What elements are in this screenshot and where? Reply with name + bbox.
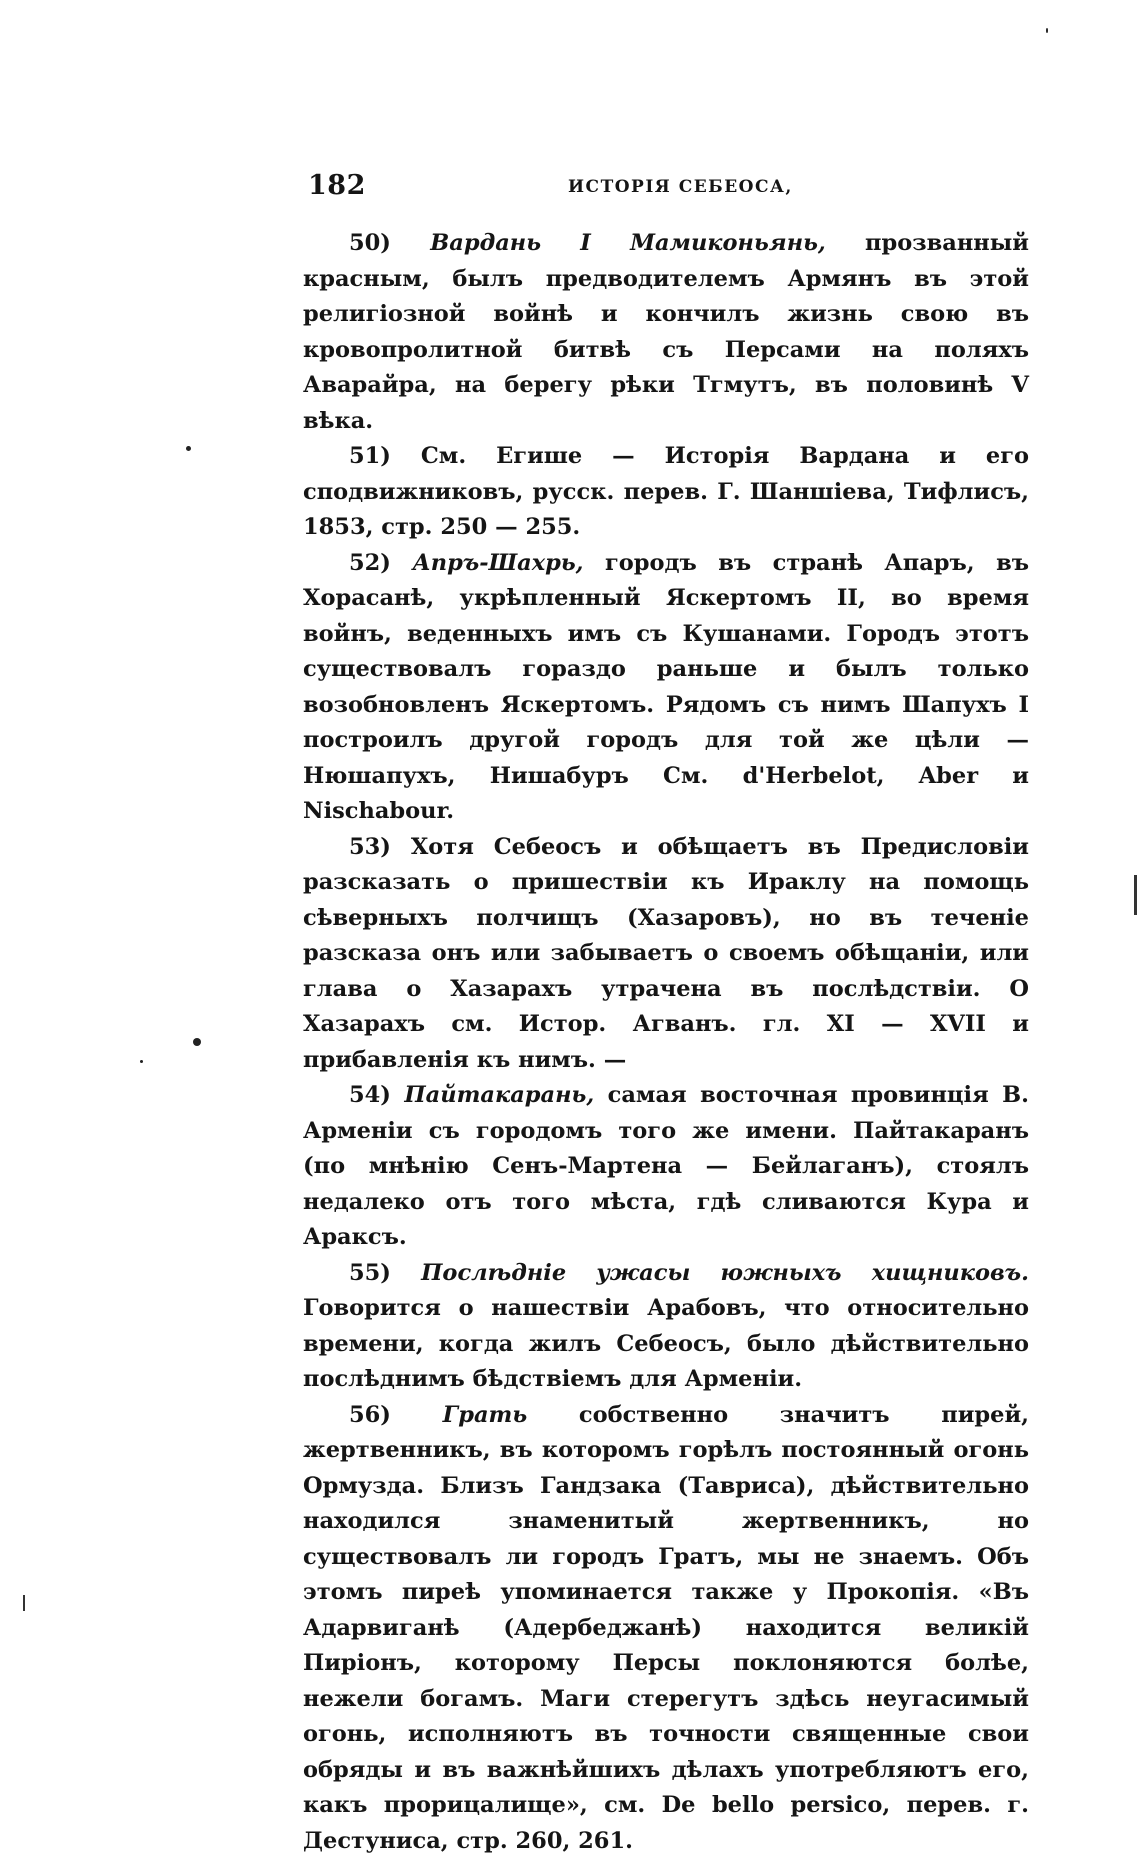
note-52 [303, 546, 1029, 830]
note-term: Апръ-Шахрь, [412, 550, 583, 576]
scan-speck [186, 446, 191, 451]
note-number: 53) [349, 834, 391, 860]
note-number: 55) [349, 1260, 391, 1286]
note-number: 54) [349, 1082, 391, 1108]
note-text: собственно значитъ пирей, жертвенникъ, въ которомъ горѣлъ постоянный огонь Ормузда. Близъ Гандзака (Тавриса), дѣйствительно находился знаменитый жертвенникъ, но существовалъ ли городъ Гратъ, мы не знаемъ. Объ этомъ пиреѣ упоминается также у Прокопія. «Въ Адарвиганѣ (Адербеджанѣ) находится великій Пиріонъ, которому Персы поклоняются болѣе, нежели богамъ. Маги стерегутъ здѣсь неугасимый огонь, исполняютъ въ точности священные свои обряды и въ важнѣйшихъ дѣлахъ употребляютъ его, какъ прорицалище», см. De bello persico, перев. г. Дестуниса, стр. 260, 261. [303, 1402, 1029, 1854]
scan-speck [193, 1038, 201, 1046]
scan-speck [1046, 28, 1048, 33]
note-number: 52) [349, 550, 391, 576]
running-title: ИСТОРІЯ СЕБЕОСА, [568, 177, 793, 197]
scan-mark [23, 1595, 25, 1611]
note-term: Пайтакарань, [404, 1082, 594, 1108]
note-term: Грать [443, 1402, 528, 1428]
note-text: самая восточная провинція В. Арменіи съ городомъ того же имени. Пайтакаранъ (по мнѣнію Сенъ-Мартена — Бейлаганъ), стоялъ недалеко отъ того мѣста, гдѣ сливаются Кура и Араксъ. [303, 1082, 1029, 1250]
note-term: Вардань I Мамиконьянь, [430, 230, 826, 256]
note-text: Говорится о нашествіи Арабовъ, что относительно времени, когда жилъ Себеосъ, было дѣйствительно послѣднимъ бѣдствіемъ для Арменіи. [303, 1295, 1029, 1392]
scan-speck [140, 1060, 143, 1063]
page-header [308, 170, 1034, 210]
note-text: Хотя Себеосъ и обѣщаетъ въ Предисловіи разсказать о пришествіи къ Ираклу на помощь сѣверныхъ полчищъ (Хазаровъ), но въ теченіе разсказа онъ или забываетъ о своемъ обѣщаніи, или глава о Хазарахъ утрачена въ послѣдствіи. О Хазарахъ см. Истор. Агванъ. гл. XI — XVII и прибавленія къ нимъ. — [303, 834, 1029, 1073]
page-number: 182 [308, 170, 366, 201]
note-56 [303, 1398, 1029, 1859]
note-number: 51) [349, 443, 391, 469]
note-number: 56) [349, 1402, 391, 1428]
endnotes [303, 226, 1029, 1859]
note-text: См. Егише — Исторія Вардана и его сподвижниковъ, русск. перев. Г. Шаншіева, Тифлисъ, 1853, стр. 250 — 255. [303, 443, 1029, 540]
note-54 [303, 1078, 1029, 1256]
scan-mark [1134, 875, 1137, 915]
note-term: Послѣдніе ужасы южныхъ хищниковъ. [421, 1260, 1029, 1286]
note-text: прозванный красным, былъ предводителемъ Армянъ въ этой религіозной войнѣ и кончилъ жизнь свою въ кровопролитной битвѣ съ Персами на поляхъ Аварайра, на берегу рѣки Тгмутъ, въ половинѣ V вѣка. [303, 230, 1029, 434]
note-number: 50) [349, 230, 391, 256]
note-51 [303, 439, 1029, 546]
note-text: городъ въ странѣ Апаръ, въ Хорасанѣ, укрѣпленный Яскертомъ II, во время войнъ, веденныхъ имъ съ Кушанами. Городъ этотъ существовалъ гораздо раньше и былъ только возобновленъ Яскертомъ. Рядомъ съ нимъ Шапухъ I построилъ другой городъ для той же цѣли — Нюшапухъ, Нишабуръ См. d'Herbelot, Aber и Nischabour. [303, 550, 1029, 825]
note-53 [303, 830, 1029, 1079]
note-50 [303, 226, 1029, 439]
note-55 [303, 1256, 1029, 1398]
